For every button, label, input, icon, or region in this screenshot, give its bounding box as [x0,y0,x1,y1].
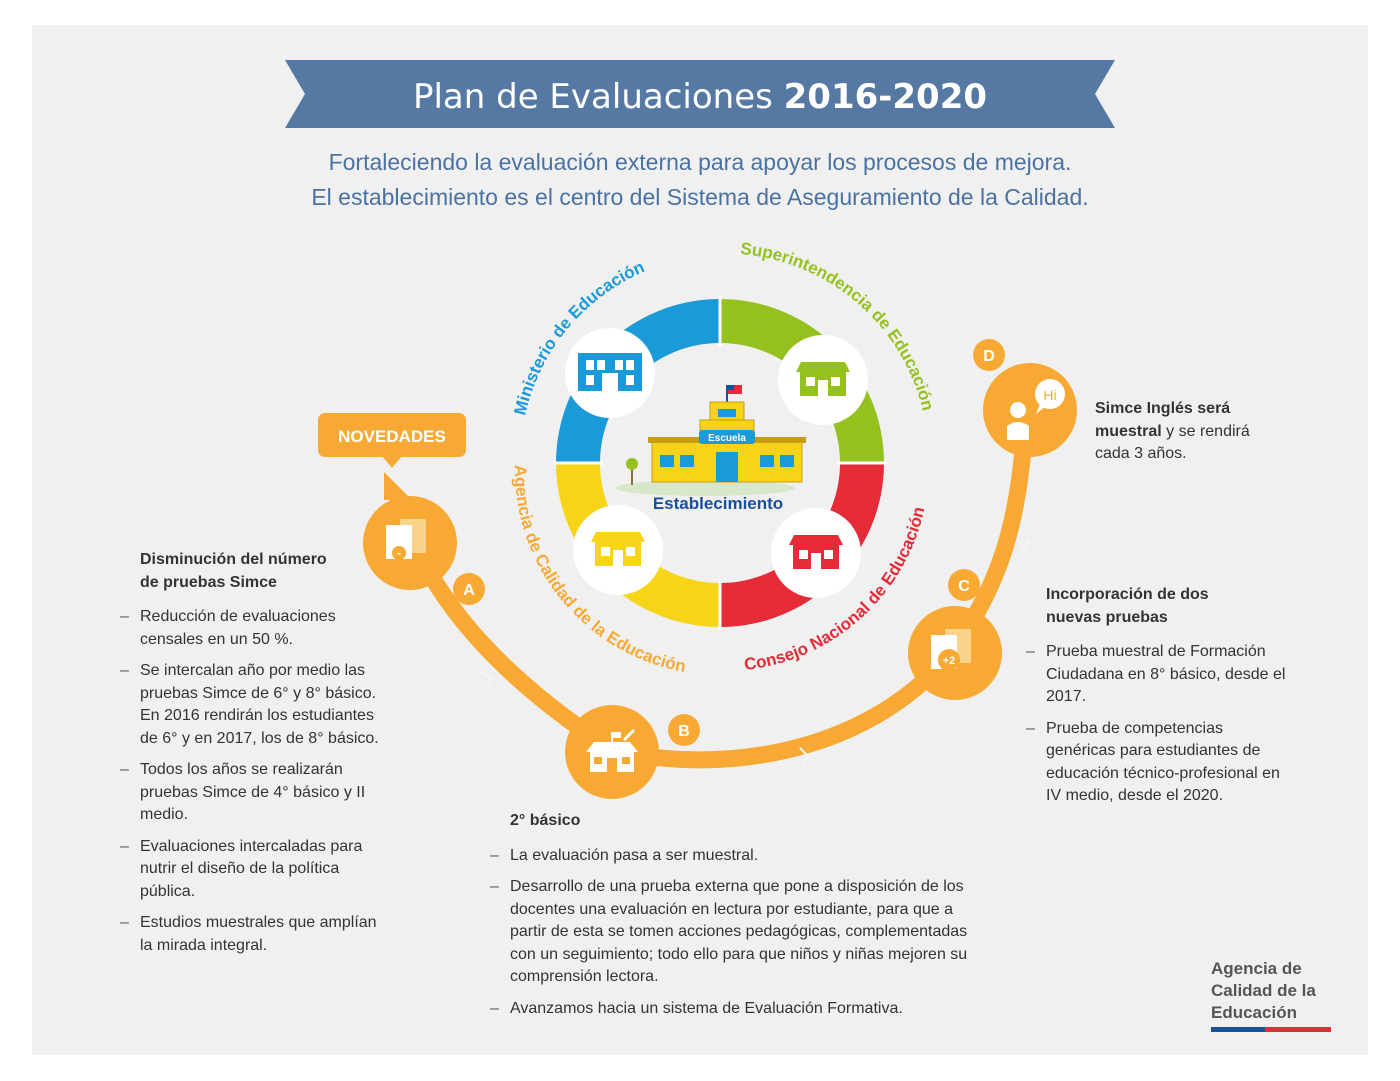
logo-bar-red [1265,1027,1331,1032]
section-b-list [490,845,970,1021]
list-item: – Prueba muestral de Formación Ciudadana en 8° básico, desde el 2017. [1026,641,1294,709]
novedades-badge [318,413,466,468]
section-a-heading: Disminución del número de pruebas Simce [140,551,327,591]
path-chevron [482,672,492,690]
ministerio-building-icon [565,328,655,418]
minus-sign: - [397,546,401,560]
label-ministerio: Ministerio de Educación [510,257,648,418]
center-label: Establecimiento [652,494,784,513]
list-item: – Estudios muestrales que amplían la mirada integral. [120,912,390,957]
milestone-d [973,339,1077,457]
list-item: – Evaluaciones intercaladas para nutrir el diseño de la política pública. [120,836,390,904]
logo-line-2: Calidad de la [1211,981,1316,1000]
path-chevron [1018,540,1030,548]
section-a-list [120,606,390,957]
logo-line-1: Agencia de [1211,959,1302,978]
subtitle-line-1: Fortaleciendo la evaluación externa para apoyar los procesos de mejora. [328,149,1072,175]
section-a [120,549,390,966]
speech-bubble-text: Hi [1043,387,1057,403]
section-b [490,810,970,1029]
subtitle-line-2: El establecimiento es el centro del Sistema de Aseguramiento de la Calidad. [311,184,1089,210]
list-item: – Reducción de evaluaciones censales en un 50 %. [120,606,390,651]
milestone-letter-d: D [983,348,995,365]
list-item: – Se intercalan año por medio las pruebas Simce de 6° y 8° básico. En 2016 rendirán los estudiantes de 6° y en 2017, los de 8° básico. [120,660,390,750]
section-c-heading: Incorporación de dos nuevas pruebas [1046,586,1209,626]
title-text: Plan de Evaluaciones 2016-2020 [412,77,988,117]
superintendencia-building-icon [778,335,868,425]
logo-bar-blue [1211,1027,1265,1032]
section-b-heading: 2° básico [510,812,581,829]
section-d-bold: Simce Inglés será muestral [1095,400,1231,440]
list-item: – Todos los años se realizarán pruebas Simce de 4° básico y II medio. [120,759,390,827]
consejo-building-icon [771,508,861,598]
label-consejo: Consejo Nacional de Educación [742,504,929,675]
section-c [1026,584,1294,817]
list-item: – Avanzamos hacia un sistema de Evaluación Formativa. [490,998,970,1021]
list-item: – Prueba de competencias genéricas para estudiantes de educación técnico-profesional en IV medio, desde el 2020. [1026,718,1294,808]
agencia-building-icon [573,505,663,595]
milestone-letter-b: B [678,723,690,740]
novedades-label: NOVEDADES [338,427,446,446]
list-item: – La evaluación pasa a ser muestral. [490,845,970,868]
list-item: – Desarrollo de una prueba externa que pone a disposición de los docentes una evaluación en lectura por estudiante, para que a partir de esta se tomen acciones pedagógicas, complementadas con un seguimiento; todo ello para que niños y niñas mejoren su comprensión lectora. [490,876,970,989]
milestone-letter-a: A [463,582,475,599]
section-c-list [1026,641,1294,808]
label-superintendencia: Superintendencia de Educación [739,239,938,413]
milestone-letter-c: C [958,578,970,595]
section-d [1095,398,1275,466]
section-d-rest: y se rendirá cada 3 años. [1095,422,1250,462]
logo-line-3: Educación [1211,1003,1297,1022]
agencia-logo [1211,958,1341,1024]
logo-flag-bar [1211,1027,1331,1032]
badge-arrow [384,472,412,500]
school-sign: Escuela [708,433,746,444]
plus-two-text: +2 [942,655,956,667]
label-agencia: Agencia de Calidad de la Educación [510,464,688,676]
